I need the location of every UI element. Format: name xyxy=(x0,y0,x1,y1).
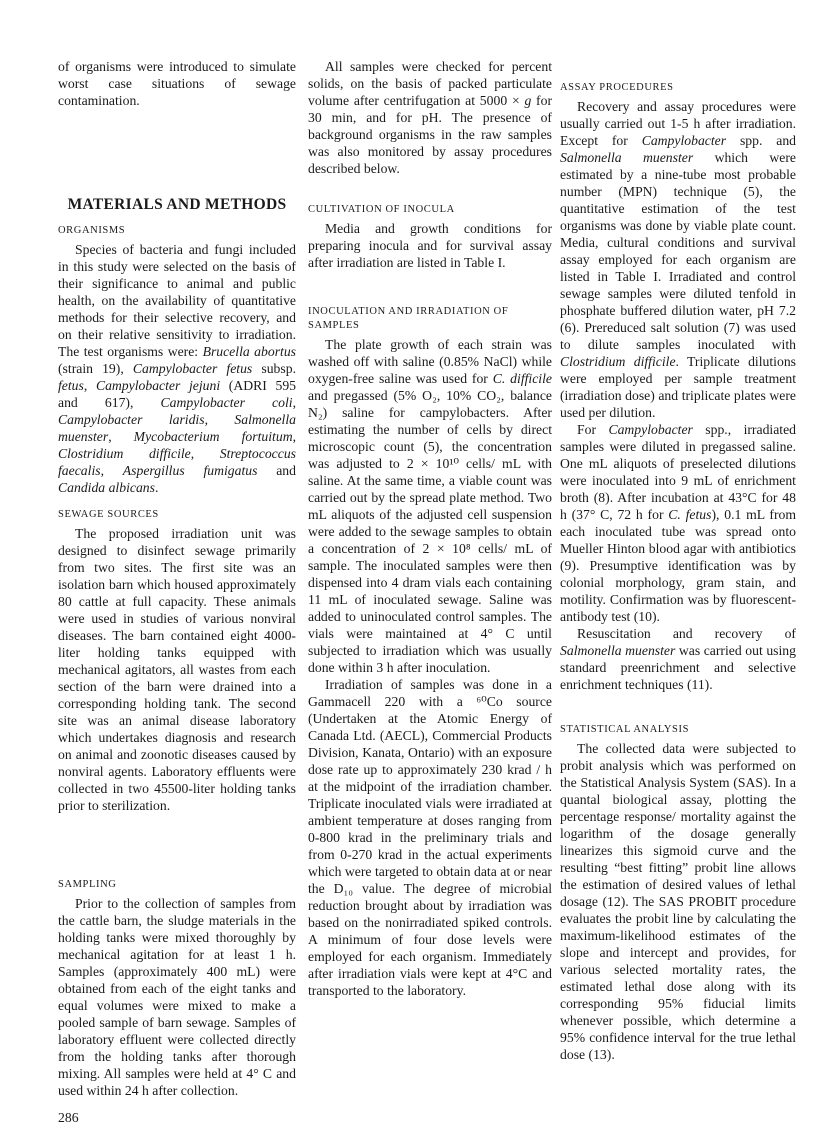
text-run: ), 0.1 mL from each inoculated tube was spread onto Mueller Hinton blood agar with antibiotics (9). Presumptive identification was by colonial morphology, gram stain, and motility. Confirmation was by fluorescent-antibody test (10). xyxy=(560,507,796,624)
heading-sewage-sources: SEWAGE SOURCES xyxy=(58,509,159,520)
text-run: spp. and xyxy=(726,133,797,148)
italic-term: C. fetus xyxy=(668,507,712,522)
italic-term: Candida albicans xyxy=(58,480,155,495)
text-run: and xyxy=(257,463,296,478)
text-run: , xyxy=(190,446,220,461)
text-run: , xyxy=(292,429,296,444)
italic-term: Clostridium difficile xyxy=(560,354,676,369)
text-run: spp., irradiated samples were diluted in pregassed saline. One mL aliquots of preselected dilutions were inoculated into 9 mL of enrichment broth (8). After incubation at 43°C for 48 h (37° C, 72 h for xyxy=(560,422,797,522)
text-run: Media and growth conditions for preparing inocula and for survival assay after irradiation are listed in Table I. xyxy=(308,221,552,270)
text-run: For xyxy=(577,422,609,437)
text-run: Resuscitation and recovery of xyxy=(577,626,796,641)
italic-term: Campylobacter jejuni xyxy=(95,378,221,393)
text-run: (strain 19), xyxy=(58,361,133,376)
italic-term: Streptococcus faecalis xyxy=(58,446,296,478)
paragraph xyxy=(560,740,796,1063)
italic-term: Salmonella muenster xyxy=(560,643,676,658)
heading-assay: ASSAY PROCEDURES xyxy=(560,82,674,93)
text-run: . Triplicate dilutions were employed per sample treatment (irradiation dose) and triplicate plates were used per dilution. xyxy=(560,354,796,420)
section-title: MATERIALS AND METHODS xyxy=(67,196,287,213)
text-run: , xyxy=(204,412,235,427)
paragraph xyxy=(58,241,296,496)
italic-term: Salmonella muenster xyxy=(58,412,296,444)
column-2 xyxy=(308,58,552,999)
italic-term: Mycobacterium fortuitum xyxy=(133,429,293,444)
paragraph xyxy=(58,895,296,1099)
heading-cultivation: CULTIVATION OF INOCULA xyxy=(308,204,455,215)
text-run: , xyxy=(108,429,134,444)
paragraph xyxy=(560,98,796,421)
text-run: Species of bacteria and fungi included in this study were selected on the basis of their significance to animal and public health, on the availability of quantitative methods for their selective recovery, and on their relative sensitivity to irradiation. The test organisms were: xyxy=(58,242,296,359)
organisms-text xyxy=(58,241,296,496)
text-run: All samples were checked for percent solids, on the basis of packed particulate volume after centrifugation at 5000 × xyxy=(308,59,552,108)
text-run: Recovery and assay procedures were usually carried out 1-5 h after irradiation. Except for xyxy=(560,99,796,148)
italic-term: Campylobacter coli xyxy=(160,395,293,410)
paragraph xyxy=(560,421,796,625)
heading-sampling: SAMPLING xyxy=(58,879,117,890)
text-run: and pregassed (5% O₂, 10% CO₂, balance N₂) saline for campylobacters. After estimating the number of cells by direct microscopic count (5), the concentration was adjusted to 2 × 10¹⁰ cells/ mL with saline. At the same time, a viable count was carried out by the spread plate method. Two mL aliquots of the adjusted cell suspension were added to the sewage samples to obtain a concentration of 2 × 10⁸ cells/ mL of sample. The inoculated samples were then dispensed into 4 dram vials each containing 11 mL of inoculated sewage. Saline was added to uninoculated control samples. The vials were maintained at 4° C until subjected to irradiation which was usually done within 3 h after inoculation. xyxy=(308,388,552,675)
paragraph xyxy=(308,220,552,271)
italic-term: Salmonella muenster xyxy=(560,150,694,165)
page-number: 286 xyxy=(58,1110,79,1125)
italic-term: Campylobacter xyxy=(608,422,693,437)
italic-term: C. difficile xyxy=(492,371,552,386)
italic-term: Campylobacter xyxy=(641,133,727,148)
italic-term: Brucella abortus xyxy=(202,344,297,359)
text-run: , xyxy=(100,463,123,478)
heading-organisms: ORGANISMS xyxy=(58,225,126,236)
paragraph xyxy=(308,58,552,177)
column-3 xyxy=(560,81,796,1063)
text-run: , xyxy=(292,395,296,410)
italic-term: Campylobacter fetus xyxy=(132,361,253,376)
text-run: The plate growth of each strain was washed off with saline (0.85% NaCl) while oxygen-free saline was used for xyxy=(308,337,552,386)
text-run: Prior to the collection of samples from the cattle barn, the sludge materials in the holding tanks were mixed thoroughly by mechanical agitation for at least 1 h. Samples (approximately 400 mL) were obtained from each of the eight tanks and equal volumes were mixed to make a pooled sample of barn sewage. Samples of laboratory effluent were collected directly from the holding tanks after thorough mixing. All samples were held at 4° C and used within 24 h after collection. xyxy=(58,896,296,1098)
column-1 xyxy=(58,58,296,1126)
sewage-sources-text xyxy=(58,525,296,814)
cultivation-text xyxy=(308,220,552,271)
paragraph xyxy=(308,336,552,676)
paragraph xyxy=(560,625,796,693)
text-run: of organisms were introduced to simulate worst case situations of sewage contamination. xyxy=(58,59,296,108)
italic-term: g xyxy=(524,93,532,108)
statistical-analysis-text xyxy=(560,740,796,1063)
paragraph xyxy=(58,58,296,109)
italic-term: Aspergillus fumigatus xyxy=(122,463,258,478)
heading-statistical-analysis: STATISTICAL ANALYSIS xyxy=(560,724,690,735)
intro-text xyxy=(58,58,296,109)
text-run: The collected data were subjected to probit analysis which was performed on the Statistical Analysis System (SAS). In a quantal biological assay, plotting the percentage response/ mortality against the logarithm of the dosage generally linearizes this sigmoid curve and the resulting “best fitting” probit line allows the estimation of desired values of lethal dosage (12). The SAS PROBIT procedure evaluates the probit line by calculating the maximum-likelihood estimates of the slope and intercept and provides, for various selected mortality rates, the estimated lethal dose along with its corresponding 95% fiducial limits whenever possible, which determine a 95% confidence interval for the true lethal dose (13). xyxy=(560,741,796,1062)
text-run: , xyxy=(83,378,96,393)
text-run: was carried out using standard preenrichment and selective enrichment techniques (11). xyxy=(560,643,796,692)
text-run: The proposed irradiation unit was designed to disinfect sewage primarily from two sites. The first site was an isolation barn which housed approximately 80 cattle at full capacity. These animals were used in studies of various nonviral diseases. The barn contained eight 4000-liter holding tanks equipped with mechanical agitators, all wastes from each section of the barn were drained into a corresponding holding tank. The second site was an animal disease laboratory which undertakes diagnosis and research on animal and zoonotic diseases caused by nonviral agents. Laboratory effluents were collected in two 45500-liter holding tanks prior to sterilization. xyxy=(58,526,296,813)
text-run: which were estimated by a nine-tube most probable number (MPN) technique (5), the quantitative estimation of the test organisms was done by viable plate count. Media, cultural conditions and survival assay employed for each organism are listed in Table I. Irradiated and control sewage samples were diluted tenfold in phosphate buffered dilution water, pH 7.2 (6). Prereduced salt solution (7) was used to dilute samples inoculated with xyxy=(560,150,796,352)
text-run: for 30 min, and for pH. The presence of background organisms in the raw samples was also monitored by assay procedures described below. xyxy=(308,93,553,176)
paragraph xyxy=(58,525,296,814)
solids-text xyxy=(308,58,552,177)
paragraph xyxy=(308,676,552,999)
text-run: subsp. xyxy=(252,361,296,376)
italic-term: Clostridium difficile xyxy=(58,446,191,461)
sampling-text xyxy=(58,895,296,1099)
heading-inoculation: INOCULATION AND IRRADIATION OF SAMPLES xyxy=(308,306,509,331)
inoculation-text xyxy=(308,336,552,999)
italic-term: Campylobacter laridis xyxy=(58,412,205,427)
text-run: . xyxy=(154,480,159,495)
text-run: (ADRI 595 and 617), xyxy=(58,378,297,410)
assay-text xyxy=(560,98,796,693)
italic-term: fetus xyxy=(58,378,84,393)
text-run: Irradiation of samples was done in a Gammacell 220 with a ⁶⁰Co source (Undertaken at the Atomic Energy of Canada Ltd. (AECL), Commercial Products Division, Kanata, Ontario) with an exposure dose rate up to approximately 230 krad / h at the midpoint of the irradiation chamber. Triplicate inoculated vials were irradiated at ambient temperature at doses ranging from 0-800 krad in the preliminary trials and from 0-270 krad in the actual experiments which were targeted to obtain data at or near the D₁₀ value. The degree of microbial reduction brought about by irradiation was based on the nonirradiated spiked controls. A minimum of four dose levels were employed for each organism. Immediately after irradiation vials were kept at 4°C and transported to the laboratory. xyxy=(308,677,552,998)
